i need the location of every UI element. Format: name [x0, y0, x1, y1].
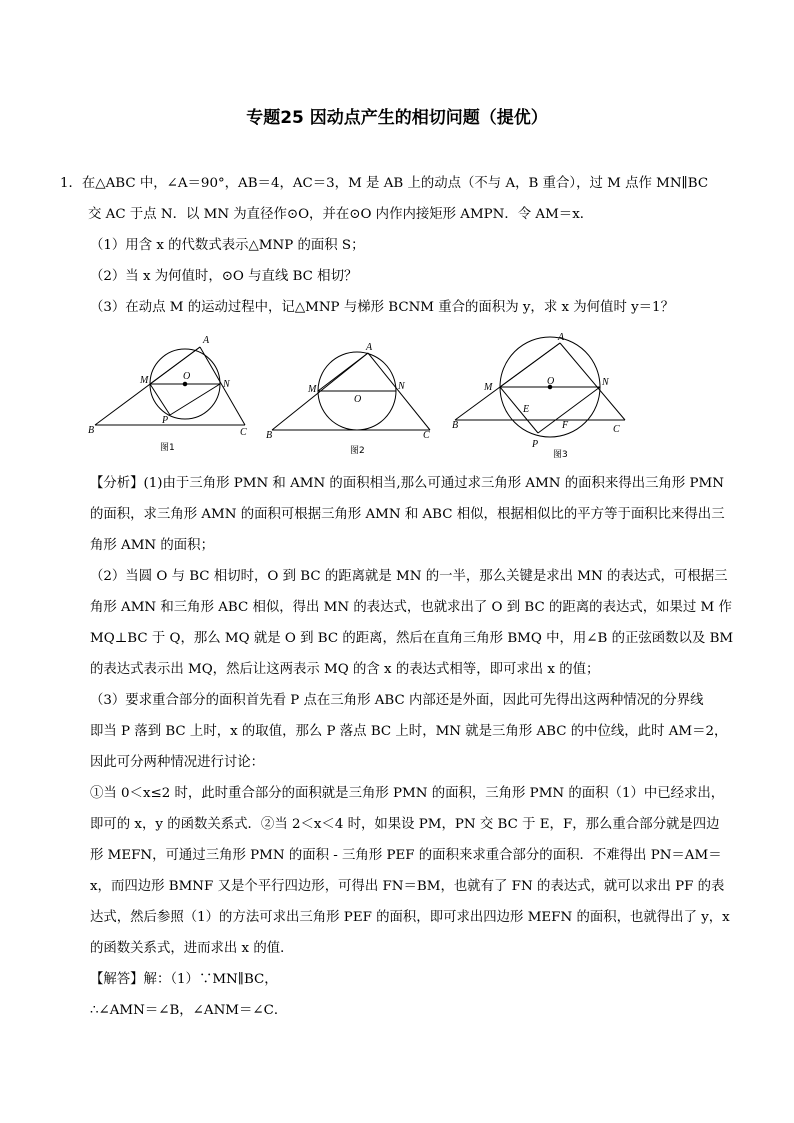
text-line: MQ⊥BC 于 Q，那么 MQ 就是 O 到 BC 的距离，然后在直角三角形 BMQ 中，用∠B 的正弦函数以及 BM: [90, 631, 734, 646]
figure-caption: 图2: [350, 446, 365, 456]
text-line: 的函数关系式，进而求出 x 的值．: [90, 941, 294, 956]
point-label: C: [613, 424, 620, 435]
point-label: N: [398, 381, 405, 392]
figure-caption: 图1: [160, 443, 175, 453]
page-title: 专题25 因动点产生的相切问题（提优）: [246, 108, 548, 128]
point-label: M: [484, 382, 493, 393]
text-line: （3）要求重合部分的面积首先看 P 点在三角形 ABC 内部还是外面，因此可先得出这两种情况的分界线: [90, 693, 704, 708]
point-label: O: [354, 394, 362, 405]
point-label: P: [162, 415, 169, 426]
geometry-figures: [80, 325, 720, 465]
text-line: （3）在动点 M 的运动过程中，记△MNP 与梯形 BCNM 重合的面积为 y，求 x 为何值时 y＝1？: [90, 300, 674, 315]
text-line: 即可的 x，y 的函数关系式．②当 2＜x＜4 时，如果设 PM，PN 交 BC 于 E，F，那么重合部分就是四边: [90, 817, 720, 832]
point-label: O: [183, 371, 191, 382]
figure-caption: 图3: [553, 450, 568, 460]
point-label: B: [88, 425, 95, 436]
point-label: N: [223, 379, 230, 390]
text-line: 【分析】(1)由于三角形 PMN 和 AMN 的面积相当,那么可通过求三角形 AMN 的面积来得出三角形 PMN: [90, 476, 724, 491]
text-line: 的表达式表示出 MQ，然后让这两表示 MQ 的含 x 的表达式相等，即可求出 x 的值；: [90, 662, 600, 677]
text-line: 即当 P 落到 BC 上时，x 的取值，那么 P 落点 BC 上时，MN 就是三角形 ABC 的中位线，此时 AM＝2，: [90, 724, 728, 739]
point-label: A: [558, 332, 565, 343]
point-label: E: [523, 404, 530, 415]
text-line: 角形 AMN 的面积；: [90, 538, 214, 553]
point-label: P: [532, 439, 539, 450]
text-line: 【解答】解：（1）∵MN∥BC，: [90, 972, 278, 987]
point-label: O: [547, 376, 555, 387]
point-label: M: [140, 375, 149, 386]
point-label: A: [366, 342, 373, 353]
figures: [80, 325, 720, 465]
text-line: 角形 AMN 和三角形 ABC 相似，得出 MN 的表达式，也就求出了 O 到 BC 的距离的表达式，如果过 M 作: [90, 600, 732, 615]
text-line: 1．在△ABC 中，∠A＝90°，AB＝4，AC＝3，M 是 AB 上的动点（不与 A，B 重合），过 M 点作 MN∥BC: [60, 176, 709, 191]
text-line: 交 AC 于点 N．以 MN 为直径作⊙O，并在⊙O 内作内接矩形 AMPN．令 AM＝x．: [88, 207, 594, 222]
text-line: 的面积，求三角形 AMN 的面积可根据三角形 AMN 和 ABC 相似，根据相似比的平方等于面积比来得出三: [90, 507, 725, 522]
point-label: A: [203, 335, 210, 346]
point-label: M: [308, 384, 317, 395]
text-line: 形 MEFN，可通过三角形 PMN 的面积 - 三角形 PEF 的面积来求重合部分的面积．不难得出 PN＝AM＝: [90, 848, 722, 863]
text-line: 因此可分两种情况进行讨论：: [90, 755, 265, 770]
text-line: x，而四边形 BMNF 又是个平行四边形，可得出 FN＝BM，也就有了 FN 的表达式，就可以求出 PF 的表: [90, 879, 725, 894]
text-line: （2）当 x 为何值时，⊙O 与直线 BC 相切？: [90, 269, 358, 284]
point-label: N: [602, 377, 609, 388]
point-label: C: [423, 430, 430, 441]
text-line: 达式，然后参照（1）的方法可求出三角形 PEF 的面积，即可求出四边形 MEFN 的面积，也就得出了 y，x: [90, 910, 730, 925]
text-line: （2）当圆 O 与 BC 相切时，O 到 BC 的距离就是 MN 的一半，那么关键是求出 MN 的表达式，可根据三: [90, 569, 728, 584]
point-label: B: [266, 430, 273, 441]
point-label: C: [240, 427, 247, 438]
text-line: ∴∠AMN＝∠B，∠ANM＝∠C．: [90, 1003, 288, 1018]
point-label: B: [452, 420, 459, 431]
point-label: F: [562, 420, 569, 431]
text-line: ①当 0＜x≤2 时，此时重合部分的面积就是三角形 PMN 的面积，三角形 PMN 的面积（1）中已经求出，: [90, 786, 725, 801]
text-line: （1）用含 x 的代数式表示△MNP 的面积 S；: [90, 238, 365, 253]
